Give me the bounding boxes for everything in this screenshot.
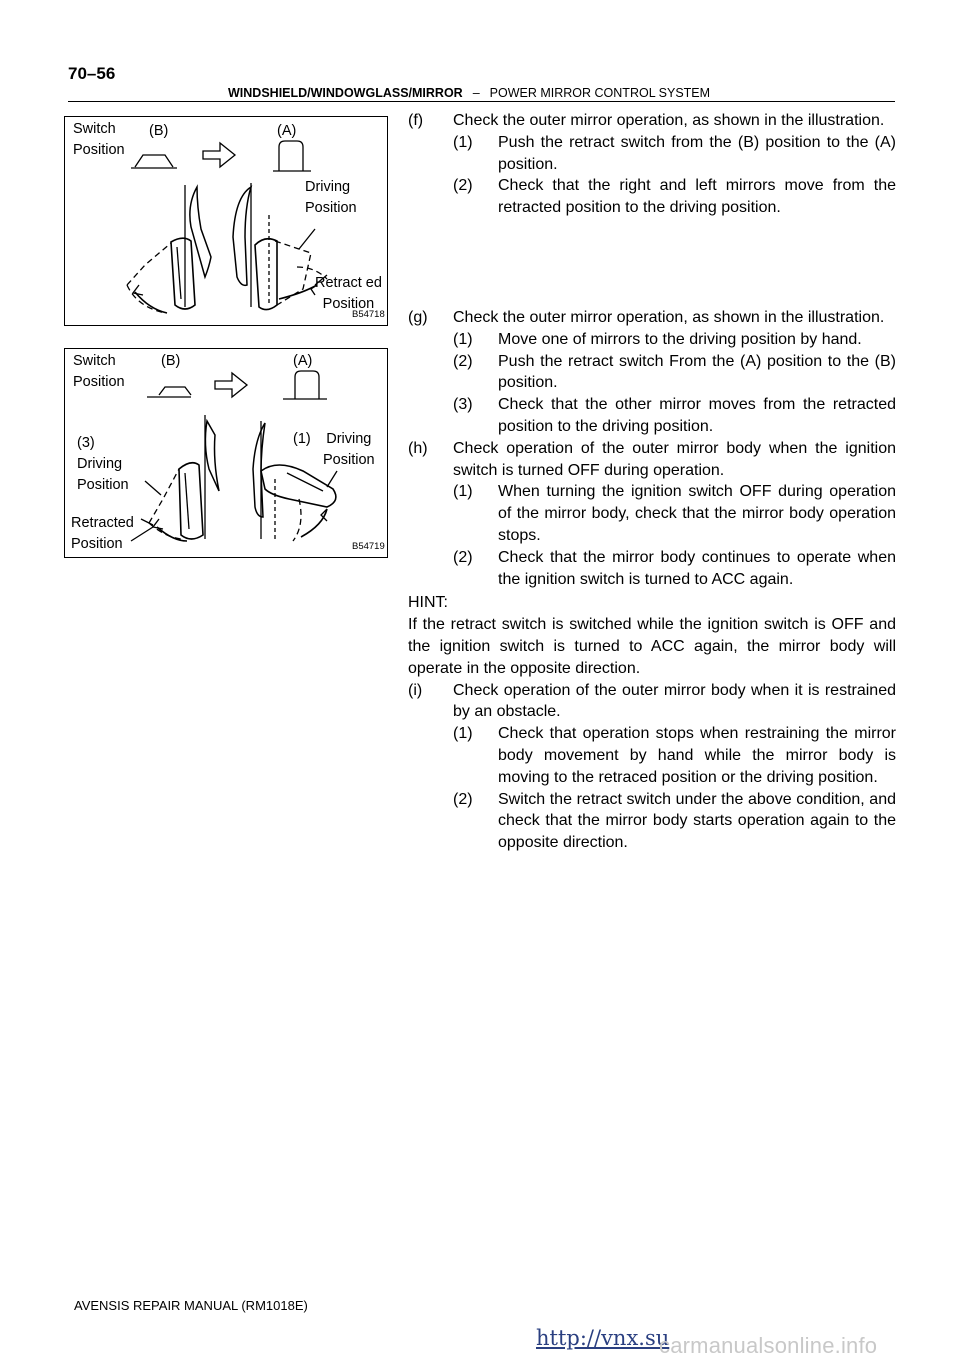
section-header <box>228 86 710 100</box>
step-number: (g) <box>408 308 428 326</box>
switch-label-line2: Position <box>73 374 125 390</box>
retracted-line2: Position <box>71 536 123 552</box>
driving-left-line1: Driving <box>77 456 123 472</box>
retracted-line1: Retracted <box>71 515 134 531</box>
substep <box>408 394 896 438</box>
position-b-label: (B) <box>149 123 169 139</box>
driving-position-right-label <box>323 429 375 471</box>
substep-number: (1) <box>453 725 473 743</box>
hint-text: If the retract switch is switched while the ignition switch is OFF and the ignition switch is turned to ACC again, the mirror body will operate in the opposite direction. <box>408 616 896 677</box>
substep-number: (1) <box>453 330 473 348</box>
substep-number: (2) <box>453 790 473 808</box>
substep-text: Push the retract switch From the (A) position to the (B) position. <box>498 352 896 392</box>
driving-position-label <box>305 177 357 219</box>
step1-label: (1) <box>293 431 311 447</box>
figure-code: B54718 <box>352 309 385 320</box>
substep <box>408 329 896 351</box>
substep <box>408 481 896 546</box>
position-a-label: (A) <box>293 353 313 369</box>
step-text: Check the outer mirror operation, as shown in the illustration. <box>453 308 885 326</box>
step-text: Check operation of the outer mirror body when it is restrained by an obstacle. <box>453 681 896 721</box>
driving-right-line1: Driving <box>326 431 372 447</box>
substep <box>408 547 896 591</box>
driving-line2: Position <box>305 200 357 216</box>
substep-number: (2) <box>453 352 473 370</box>
switch-label-line2: Position <box>73 142 125 158</box>
driving-right-line2: Position <box>323 452 375 468</box>
switch-label-line1: Switch <box>73 121 116 137</box>
substep-text: Push the retract switch from the (B) position to the (A) position. <box>498 133 896 173</box>
driving-line1: Driving <box>305 179 351 195</box>
position-a-label: (A) <box>277 123 297 139</box>
figure-code: B54719 <box>352 541 385 552</box>
substep-text: Check that the right and left mirrors move from the retracted position to the driving position. <box>498 177 896 217</box>
substep-text: Check that operation stops when restraining the mirror body movement by hand while the mirror body is moving to the retraced position or the driving position. <box>498 725 896 786</box>
switch-position-label <box>73 119 125 161</box>
substep-number: (1) <box>453 133 473 151</box>
substep <box>408 789 896 854</box>
substep-text: When turning the ignition switch OFF during operation of the mirror body, check that the mirror body operation stops. <box>498 483 896 544</box>
driving-left-line2: Position <box>77 477 129 493</box>
figure-b54718 <box>64 116 388 326</box>
substep-number: (3) <box>453 396 473 414</box>
figure-b54719 <box>64 348 388 558</box>
header-rule <box>68 101 895 102</box>
hint-label: HINT: <box>408 594 448 612</box>
substep-text: Move one of mirrors to the driving position by hand. <box>498 330 862 348</box>
substep-number: (2) <box>453 548 473 566</box>
substep-text: Switch the retract switch under the above condition, and check that the mirror body starts operation again to the opposite direction. <box>498 790 896 852</box>
step-f <box>408 110 896 132</box>
retracted-line2: Position <box>322 296 375 312</box>
retracted-line1: Retract ed <box>315 275 382 291</box>
switch-label-line1: Switch <box>73 353 116 369</box>
substep-text: Check that the mirror body continues to operate when the ignition switch is turned to ACC again. <box>498 548 896 588</box>
substep-text: Check that the other mirror moves from the retracted position to the driving position. <box>498 396 896 435</box>
substep <box>408 132 896 176</box>
switch-position-label <box>73 351 125 393</box>
subsection-title: POWER MIRROR CONTROL SYSTEM <box>489 86 711 100</box>
retracted-position-label <box>71 513 134 555</box>
driving-position-left-label <box>77 433 129 496</box>
step-i <box>408 680 896 724</box>
substep <box>408 351 896 395</box>
position-b-label: (B) <box>161 353 181 369</box>
header-dash: – <box>472 86 480 100</box>
procedure-text <box>408 110 896 854</box>
step-h <box>408 438 896 482</box>
watermark-link[interactable]: http://vnx.su <box>536 1326 670 1350</box>
page-number: 70–56 <box>68 64 116 83</box>
substep-number: (2) <box>453 177 473 195</box>
step-number: (f) <box>408 112 424 129</box>
step-text: Check the outer mirror operation, as shown in the illustration. <box>453 112 885 129</box>
brand-watermark: carmanualsonline.info <box>659 1333 878 1358</box>
substep <box>408 175 896 219</box>
step-number: (h) <box>408 439 428 457</box>
substep-number: (1) <box>453 483 473 501</box>
section-title: WINDSHIELD/WINDOWGLASS/MIRROR <box>228 86 463 100</box>
spacer <box>408 219 896 307</box>
manual-footer: AVENSIS REPAIR MANUAL (RM1018E) <box>74 1298 308 1313</box>
step-g <box>408 307 896 329</box>
step-number: (i) <box>408 681 423 699</box>
step-text: Check operation of the outer mirror body when the ignition switch is turned OFF during operation. <box>453 439 896 479</box>
substep <box>408 723 896 788</box>
step3-label: (3) <box>77 435 95 451</box>
